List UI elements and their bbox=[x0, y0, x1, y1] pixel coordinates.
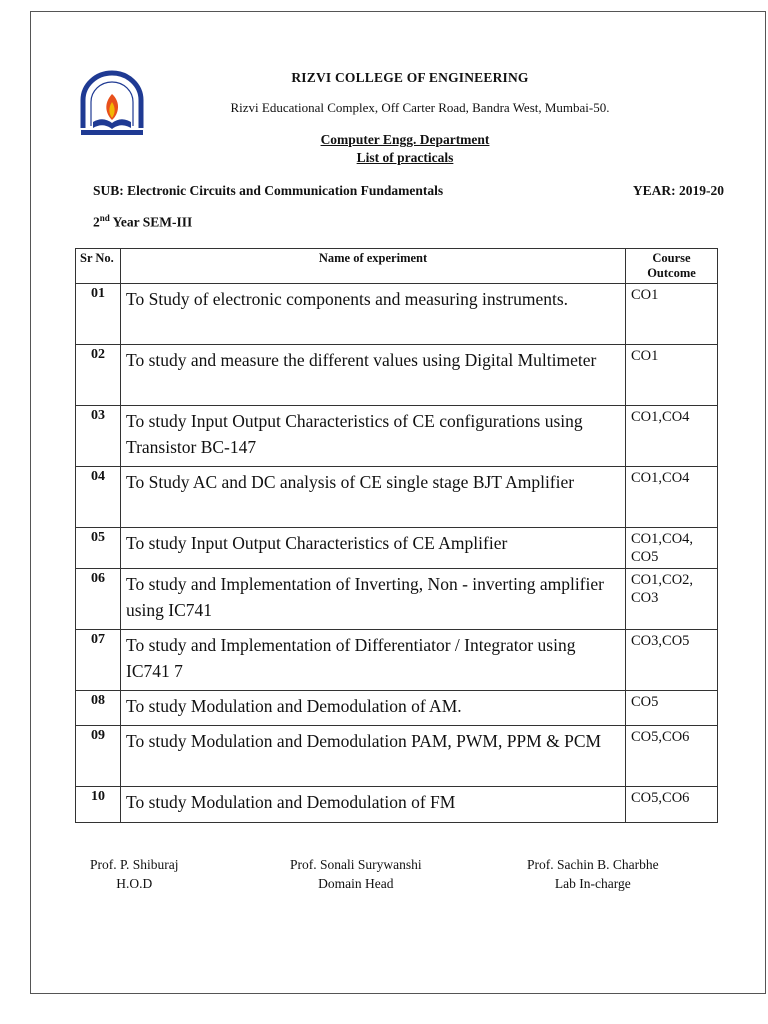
row-experiment: To Study of electronic components and measuring instruments. bbox=[121, 284, 626, 345]
row-outcome: CO5,CO6 bbox=[626, 726, 718, 787]
table-row bbox=[76, 630, 718, 691]
department-title: Computer Engg. Department bbox=[320, 132, 490, 147]
row-experiment: To study Modulation and Demodulation PAM, PWM, PPM & PCM bbox=[121, 726, 626, 787]
list-title: List of practicals bbox=[356, 150, 454, 165]
header-experiment-name: Name of experiment bbox=[121, 249, 626, 284]
row-outcome: CO1,CO2, CO3 bbox=[626, 569, 718, 630]
row-sr: 04 bbox=[76, 467, 121, 528]
row-sr: 10 bbox=[76, 787, 121, 823]
row-sr: 02 bbox=[76, 345, 121, 406]
row-outcome: CO1,CO4, CO5 bbox=[626, 528, 718, 569]
academic-year: YEAR: 2019-20 bbox=[632, 183, 724, 198]
semester-number: 2 bbox=[93, 214, 100, 230]
semester-text: Year SEM-III bbox=[109, 214, 193, 230]
table-row bbox=[76, 345, 718, 406]
semester-line bbox=[93, 213, 192, 231]
row-outcome: CO1,CO4 bbox=[626, 467, 718, 528]
signature-hod bbox=[90, 855, 179, 893]
table-row bbox=[76, 467, 718, 528]
table-row bbox=[76, 787, 718, 823]
table-row bbox=[76, 528, 718, 569]
row-sr: 07 bbox=[76, 630, 121, 691]
table-row bbox=[76, 406, 718, 467]
table-row bbox=[76, 691, 718, 726]
row-experiment: To study and measure the different values using Digital Multimeter bbox=[121, 345, 626, 406]
row-outcome: CO3,CO5 bbox=[626, 630, 718, 691]
table-header-row bbox=[76, 249, 718, 284]
row-outcome: CO1 bbox=[626, 284, 718, 345]
college-logo bbox=[77, 70, 147, 142]
row-experiment: To study Modulation and Demodulation of AM. bbox=[121, 691, 626, 726]
row-sr: 01 bbox=[76, 284, 121, 345]
row-experiment: To study and Implementation of Inverting, Non - inverting amplifier using IC741 bbox=[121, 569, 626, 630]
row-sr: 08 bbox=[76, 691, 121, 726]
signatory-role: H.O.D bbox=[116, 876, 153, 891]
row-experiment: To study Modulation and Demodulation of FM bbox=[121, 787, 626, 823]
signatory-name: Prof. Sonali Surywanshi bbox=[290, 857, 422, 872]
college-name: RIZVI COLLEGE OF ENGINEERING bbox=[291, 70, 529, 85]
table-row bbox=[76, 284, 718, 345]
row-outcome: CO5,CO6 bbox=[626, 787, 718, 823]
table-row bbox=[76, 726, 718, 787]
subject-line: SUB: Electronic Circuits and Communication Fundamentals bbox=[93, 183, 444, 198]
row-outcome: CO1 bbox=[626, 345, 718, 406]
signatory-name: Prof. P. Shiburaj bbox=[90, 857, 179, 872]
row-experiment: To study Input Output Characteristics of CE configurations using Transistor BC-147 bbox=[121, 406, 626, 467]
row-outcome: CO5 bbox=[626, 691, 718, 726]
row-experiment: To Study AC and DC analysis of CE single stage BJT Amplifier bbox=[121, 467, 626, 528]
row-experiment: To study and Implementation of Differentiator / Integrator using IC741 7 bbox=[121, 630, 626, 691]
row-experiment: To study Input Output Characteristics of CE Amplifier bbox=[121, 528, 626, 569]
college-address: Rizvi Educational Complex, Off Carter Road, Bandra West, Mumbai-50. bbox=[230, 100, 610, 115]
header-sr-no: Sr No. bbox=[76, 249, 121, 284]
signatory-name: Prof. Sachin B. Charbhe bbox=[527, 857, 659, 872]
table-row bbox=[76, 569, 718, 630]
row-sr: 06 bbox=[76, 569, 121, 630]
row-sr: 03 bbox=[76, 406, 121, 467]
signatory-role: Lab In-charge bbox=[554, 876, 631, 891]
semester-ordinal: nd bbox=[99, 213, 110, 223]
practicals-table bbox=[75, 248, 718, 823]
signature-domain-head bbox=[290, 855, 422, 893]
signature-lab-incharge bbox=[527, 855, 659, 893]
header-course-outcome: Course Outcome bbox=[626, 249, 718, 284]
row-outcome: CO1,CO4 bbox=[626, 406, 718, 467]
signatory-role: Domain Head bbox=[318, 876, 394, 891]
row-sr: 09 bbox=[76, 726, 121, 787]
row-sr: 05 bbox=[76, 528, 121, 569]
